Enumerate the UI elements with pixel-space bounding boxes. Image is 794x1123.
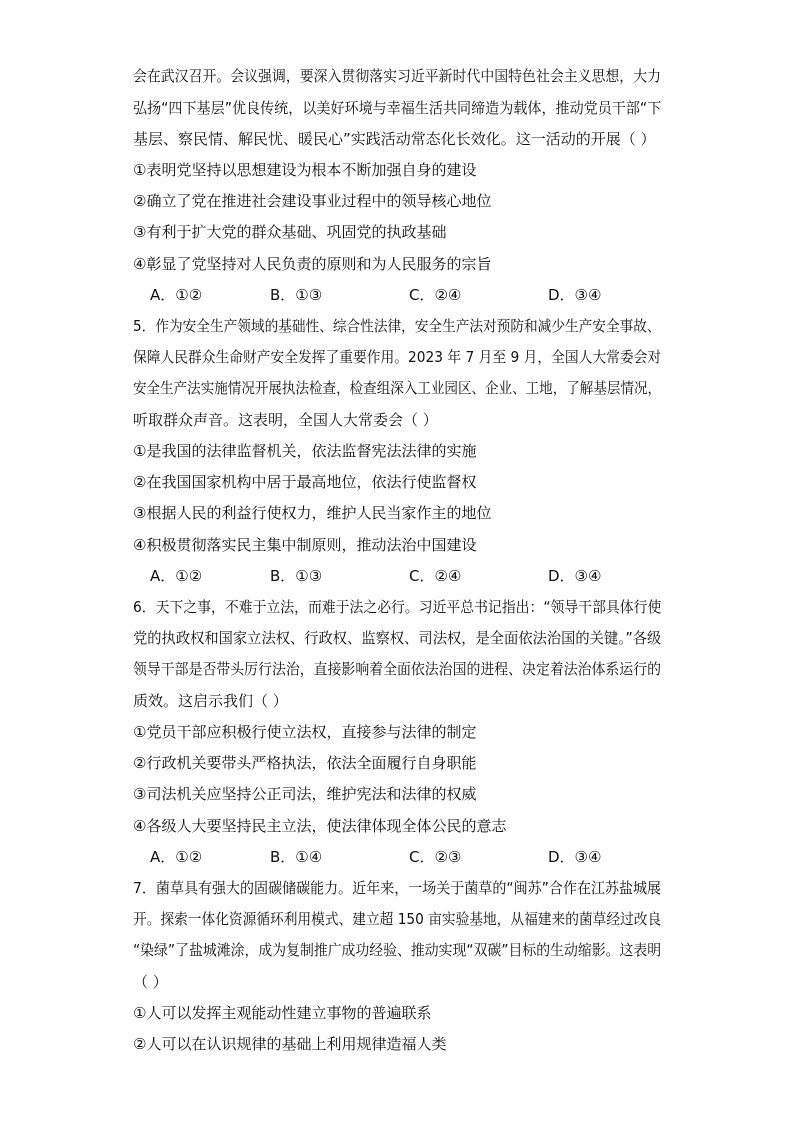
q5-option-b[interactable]: B．①③: [270, 567, 323, 585]
q4-option-a[interactable]: A．①②: [150, 286, 203, 304]
q5-statement-2: ②在我国国家机构中居于最高地位，依法行使监督权: [133, 473, 477, 491]
q7-stem-line-1: 7．菌草具有强大的固碳储碳能力。近年来，一场关于菌草的“闽苏”合作在江苏盐城展: [133, 879, 662, 897]
q5-statement-3: ③根据人民的利益行使权力，维护人民当家作主的地位: [133, 504, 492, 522]
q4-option-d[interactable]: D．③④: [548, 286, 602, 304]
q6-option-c[interactable]: C．②③: [409, 848, 462, 866]
q7-statement-1: ①人可以发挥主观能动性建立事物的普遍联系: [133, 1004, 432, 1022]
q4-statement-4: ④彰显了党坚持对人民负责的原则和为人民服务的宗旨: [133, 255, 492, 273]
q5-statement-4: ④积极贯彻落实民主集中制原则，推动法治中国建设: [133, 536, 477, 554]
q5-stem-line-3: 安全生产法实施情况开展执法检查，检查组深入工业园区、企业、工地，了解基层情况，: [133, 379, 662, 397]
q6-statement-2: ②行政机关要带头严格执法，依法全面履行自身职能: [133, 754, 477, 772]
q7-stem-line-3: “染绿”了盐城滩涂，成为复制推广成功经验、推动实现“双碳”目标的生动缩影。这表明: [133, 941, 662, 959]
q6-option-d[interactable]: D．③④: [548, 848, 602, 866]
q6-option-b[interactable]: B．①④: [270, 848, 323, 866]
q5-stem-line-1: 5．作为安全生产领域的基础性、综合性法律，安全生产法对预防和减少生产安全事故、: [133, 317, 661, 335]
q4-statement-2: ②确立了党在推进社会建设事业过程中的领导核心地位: [133, 192, 492, 210]
q7-stem-line-4: （ ）: [133, 973, 168, 991]
q5-option-c[interactable]: C．②④: [409, 567, 462, 585]
q6-stem-line-1: 6．天下之事，不难于立法，而难于法之必行。习近平总书记指出：“领导干部具体行使: [133, 598, 662, 616]
q4-statement-1: ①表明党坚持以思想建设为根本不断加强自身的建设: [133, 161, 477, 179]
q4-statement-3: ③有利于扩大党的群众基础、巩固党的执政基础: [133, 223, 447, 241]
q6-statement-3: ③司法机关应坚持公正司法，维护宪法和法律的权威: [133, 785, 477, 803]
q7-statement-2: ②人可以在认识规律的基础上利用规律造福人类: [133, 1035, 447, 1053]
q4-stem-line-2: 弘扬“四下基层”优良传统，以美好环境与幸福生活共同缔造为载体，推动党员干部“下: [133, 99, 662, 117]
q4-option-b[interactable]: B．①③: [270, 286, 323, 304]
q6-statement-1: ①党员干部应积极行使立法权，直接参与法律的制定: [133, 723, 477, 741]
q6-statement-4: ④各级人大要坚持民主立法，使法律体现全体公民的意志: [133, 817, 507, 835]
q6-stem-line-3: 领导干部是否带头厉行法治，直接影响着全面依法治国的进程、决定着法治体系运行的: [133, 660, 662, 678]
q5-option-a[interactable]: A．①②: [150, 567, 203, 585]
q4-stem-line-1: 会在武汉召开。会议强调，要深入贯彻落实习近平新时代中国特色社会主义思想，大力: [133, 67, 662, 85]
q5-stem-line-4: 听取群众声音。这表明，全国人大常委会（ ）: [133, 411, 438, 429]
q6-option-a[interactable]: A．①②: [150, 848, 203, 866]
q4-option-c[interactable]: C．②④: [409, 286, 462, 304]
q4-stem-line-3: 基层、察民情、解民忧、暖民心”实践活动常态化长效化。这一活动的开展（ ）: [133, 130, 656, 148]
q5-option-d[interactable]: D．③④: [548, 567, 602, 585]
q6-stem-line-2: 党的执政权和国家立法权、行政权、监察权、司法权，是全面依法治国的关键。”各级: [133, 629, 662, 647]
q6-stem-line-4: 质效。这启示我们（ ）: [133, 692, 288, 710]
q7-stem-line-2: 开。探索一体化资源循环利用模式、建立超 150 亩实验基地，从福建来的菌草经过改良: [133, 910, 662, 928]
q5-statement-1: ①是我国的法律监督机关，依法监督宪法法律的实施: [133, 442, 477, 460]
q5-stem-line-2: 保障人民群众生命财产安全发挥了重要作用。2023 年 7 月至 9 月，全国人大常委会对: [133, 348, 662, 366]
